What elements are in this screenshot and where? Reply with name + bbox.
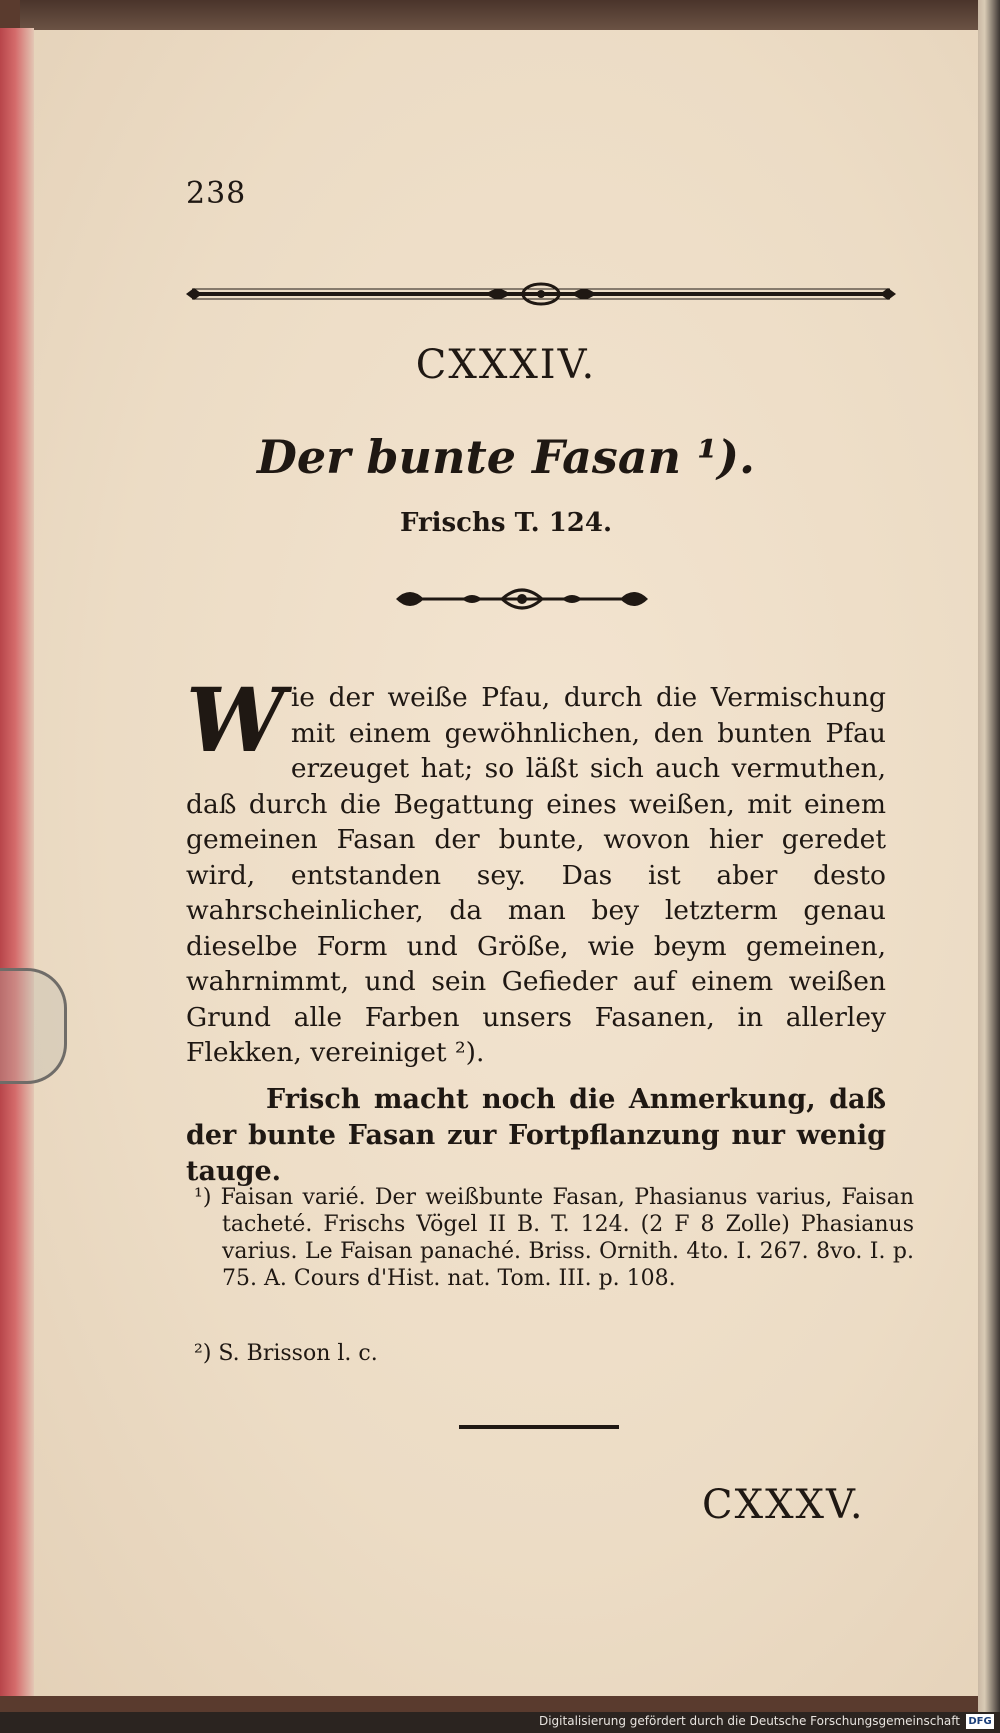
page-edge-right xyxy=(978,0,1000,1733)
chapter-number: CXXXIV. xyxy=(415,342,597,388)
chapter-title: Der bunte Fasan ¹). xyxy=(256,430,756,484)
page-edge-top xyxy=(20,0,980,30)
middle-ornament xyxy=(392,582,652,616)
top-ornamental-rule xyxy=(186,280,896,308)
paragraph-2: Frisch macht noch die Anmerkung, daß der bunte Fasan zur Fortpflanzung nur wenig tauge. xyxy=(186,1084,886,1187)
book-clasp xyxy=(0,968,67,1084)
book-page xyxy=(34,30,978,1696)
drop-cap: W xyxy=(186,668,285,772)
footnote-2: ²) S. Brisson l. c. xyxy=(194,1341,378,1366)
page-edge-left xyxy=(0,28,34,1696)
chapter-subtitle: Frischs T. 124. xyxy=(399,508,613,538)
footnote-1: ¹) Faisan varié. Der weißbunte Fasan, Phasianus varius, Faisan tacheté. Frischs Vögel II B. T. 124. (2 F 8 Zolle) Phasianus varius. Le Faisan panaché. Briss. Ornith. 4to. I. 267. 8vo. I. p. 75. A. Cours d'Hist. nat. Tom. III. p. 108. xyxy=(194,1185,914,1291)
page-number: 238 xyxy=(186,176,247,211)
paragraph-1-text: ie der weiße Pfau, durch die Vermischung mit einem gewöhnlichen, den bunten Pfau erzeuget hat; so läßt sich auch vermuthen, daß durch die Begattung eines weißen, mit einem gemeinen Fasan der bunte, wovon hier geredet wird, entstanden sey. Das ist aber desto wahrscheinlicher, da man bey letzterm genau dieselbe Form und Größe, wie beym gemeinen, wahrnimmt, und sein Gefieder auf einem weißen Grund alle Farben unsers Fasanen, in allerley Flekken, vereiniget ²). xyxy=(186,682,886,1068)
footer-bar xyxy=(0,1712,1000,1733)
catchword: CXXXV. xyxy=(702,1482,865,1528)
footer-credit: Digitalisierung gefördert durch die Deutsche Forschungsgemeinschaft xyxy=(538,1714,960,1728)
paragraph-1 xyxy=(186,668,886,1071)
dfg-logo-icon: DFG xyxy=(966,1714,994,1729)
end-rule xyxy=(459,1422,619,1432)
